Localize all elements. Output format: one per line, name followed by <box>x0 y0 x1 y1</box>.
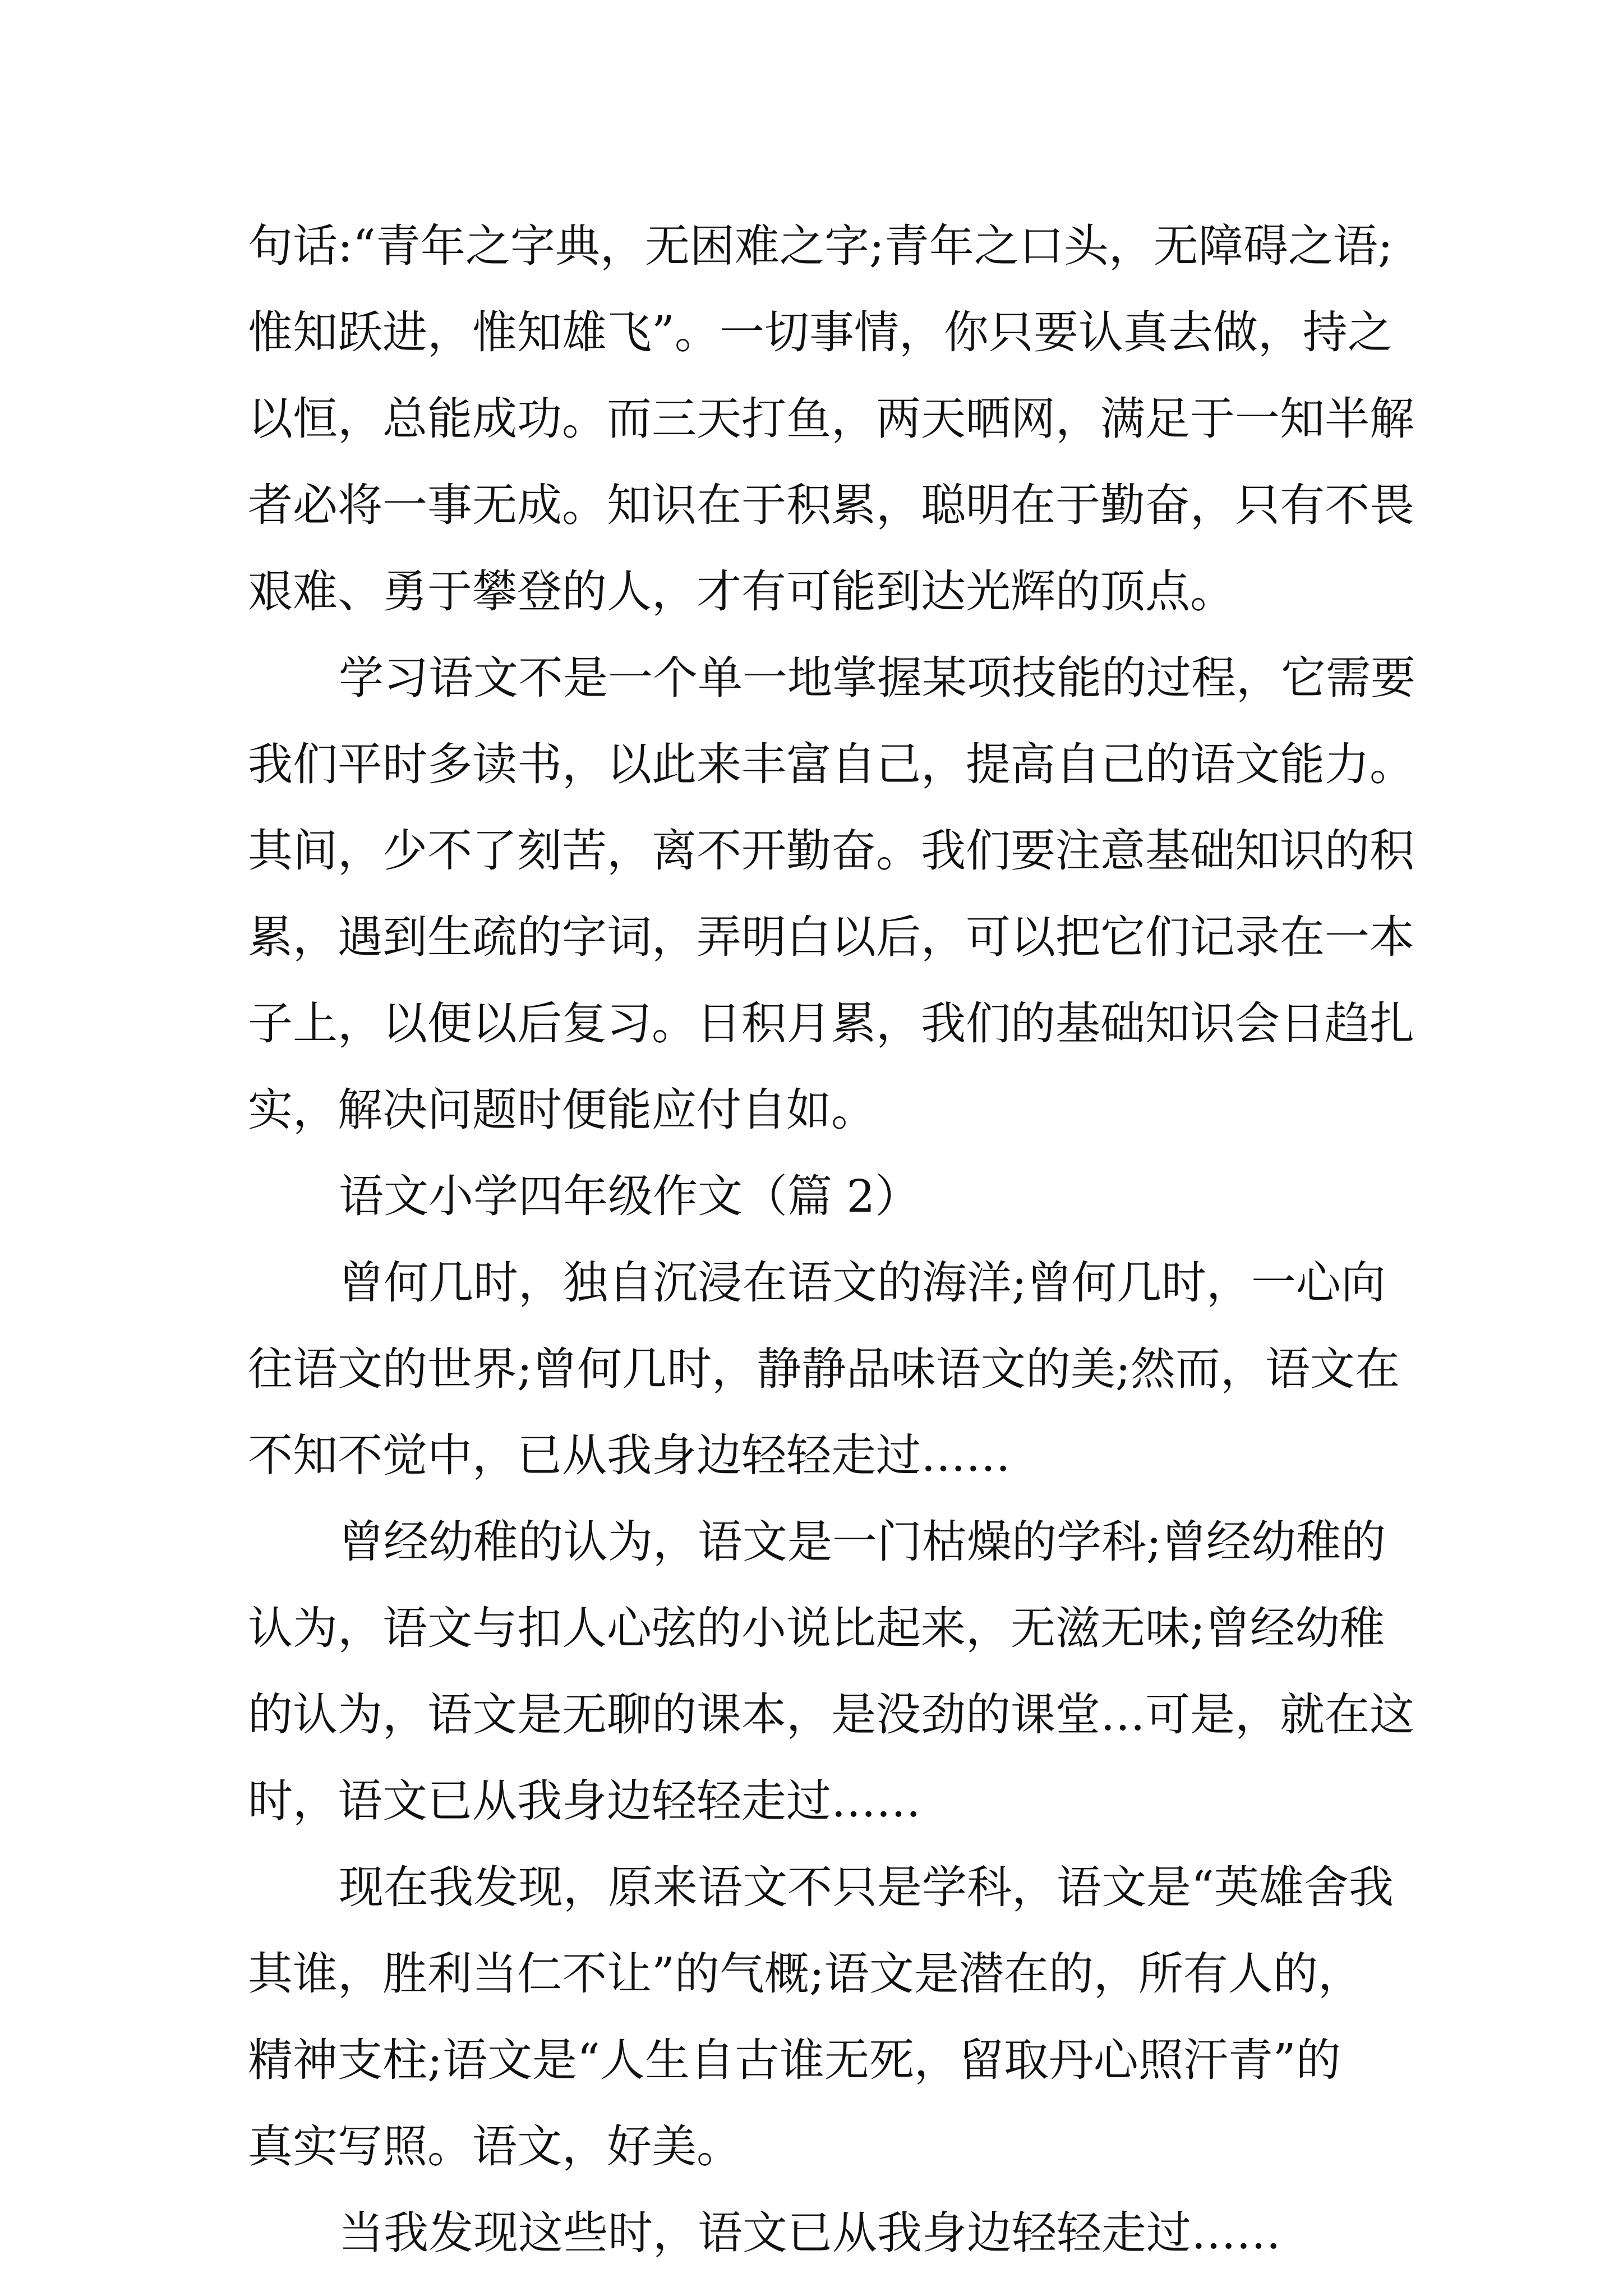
text-line: 子上，以便以后复习。日积月累，我们的基础知识会日趋扎 <box>248 997 1414 1050</box>
paragraph-first-line: 曾经幼稚的认为，语文是一门枯燥的学科;曾经幼稚的 <box>339 1516 1386 1568</box>
paragraph-first-line: 当我发现这些时，语文已从我身边轻轻走过…… <box>339 2207 1281 2259</box>
text-line: 句话:“青年之字典，无困难之字;青年之口头，无障碍之语; <box>248 220 1393 272</box>
text-line: 不知不觉中，已从我身边轻轻走过…… <box>248 1429 1011 1481</box>
paragraph-first-line: 学习语文不是一个单一地掌握某项技能的过程，它需要 <box>339 652 1415 704</box>
text-line: 真实写照。语文，好美。 <box>248 2120 741 2173</box>
text-line: 以恒，总能成功。而三天打鱼，两天晒网，满足于一知半解 <box>248 393 1414 445</box>
text-line: 时，语文已从我身边轻轻走过…… <box>248 1775 921 1827</box>
text-line: 其谁，胜利当仁不让”的气概;语文是潜在的，所有人的， <box>248 1948 1363 2000</box>
text-line: 的认为，语文是无聊的课本，是没劲的课堂…可是，就在这 <box>248 1688 1414 1741</box>
paragraph-first-line: 现在我发现，原来语文不只是学科，语文是“英雄舍我 <box>339 1861 1394 1913</box>
text-line: 其间，少不了刻苦，离不开勤奋。我们要注意基础知识的积 <box>248 825 1414 877</box>
text-line: 实，解决问题时便能应付自如。 <box>248 1084 876 1136</box>
text-line: 我们平时多读书，以此来丰富自己，提高自己的语文能力。 <box>248 738 1414 790</box>
text-line: 精神支柱;语文是“人生自古谁无死，留取丹心照汗青”的 <box>248 2034 1341 2086</box>
text-line: 往语文的世界;曾何几时，静静品味语文的美;然而，语文在 <box>248 1343 1400 1395</box>
text-line: 艰难、勇于攀登的人，才有可能到达光辉的顶点。 <box>248 565 1235 618</box>
document-body <box>248 203 1415 2276</box>
section-heading: 语文小学四年级作文（篇 2） <box>339 1170 920 1222</box>
text-line: 认为，语文与扣人心弦的小说比起来，无滋无味;曾经幼稚 <box>248 1602 1385 1654</box>
text-line: 累，遇到生疏的字词，弄明白以后，可以把它们记录在一本 <box>248 911 1414 963</box>
paragraph-first-line: 曾何几时，独自沉浸在语文的海洋;曾何几时，一心向 <box>339 1257 1386 1309</box>
text-line: 者必将一事无成。知识在于积累，聪明在于勤奋，只有不畏 <box>248 479 1414 531</box>
text-line: 惟知跃进，惟知雄飞”。一切事情，你只要认真去做，持之 <box>248 306 1393 358</box>
